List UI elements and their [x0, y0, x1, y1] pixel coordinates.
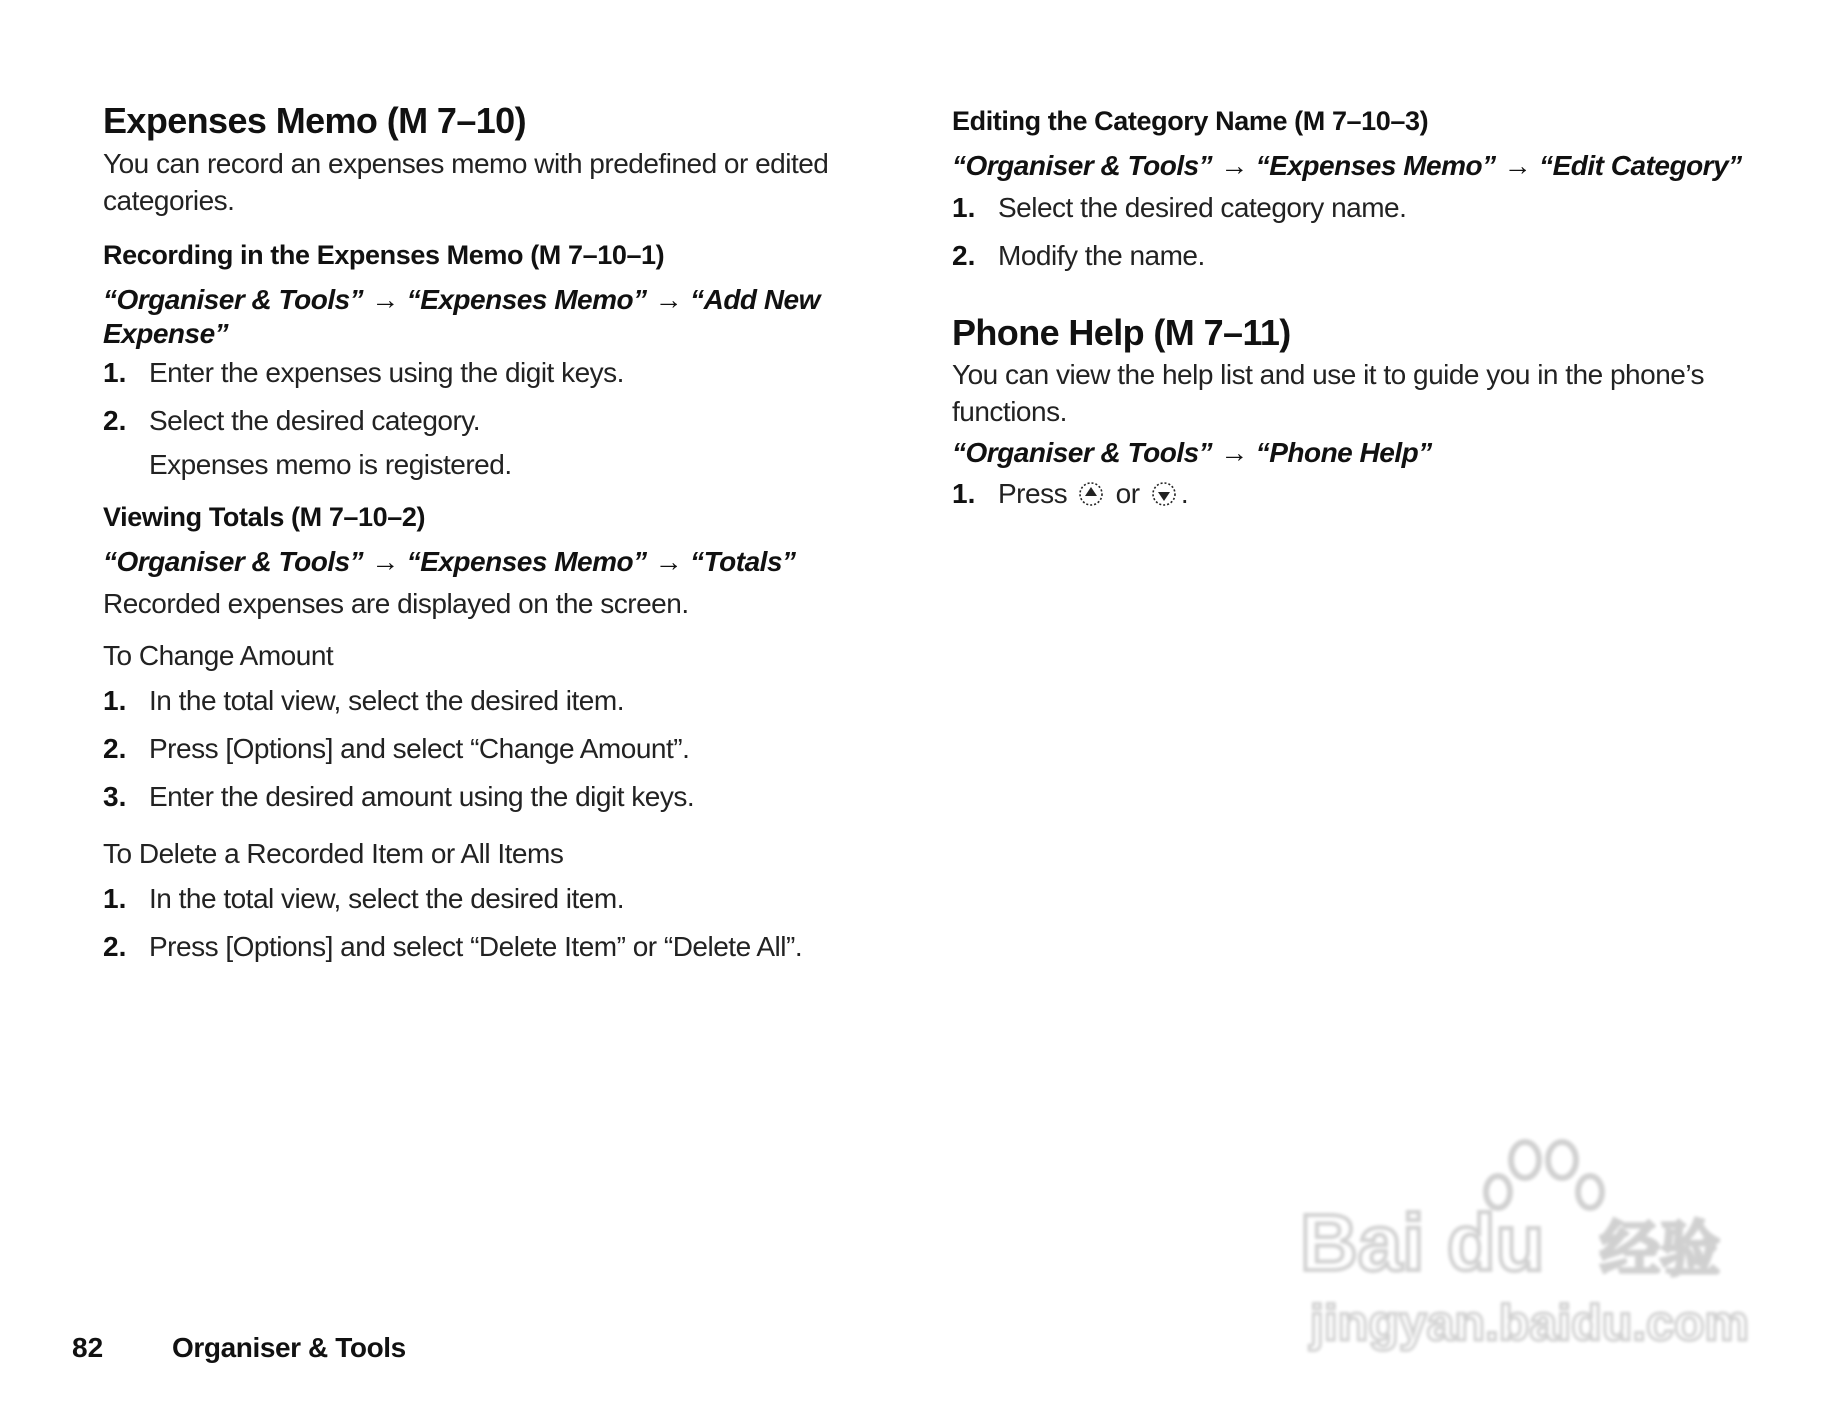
path-item: “Organiser & Tools”: [103, 546, 364, 577]
step-text: Press [Options] and select “Delete Item” or “Delete All”.: [149, 931, 803, 962]
step-number: 3.: [103, 781, 127, 812]
or-label: or: [1115, 478, 1140, 509]
step-text: Enter the expenses using the digit keys.: [149, 357, 624, 388]
menu-path-viewing: [103, 545, 796, 579]
path-item: “Add New: [690, 284, 820, 315]
path-item: “Organiser & Tools”: [952, 437, 1213, 468]
watermark-brand: Bai du: [1300, 1198, 1545, 1287]
step-text: Modify the name.: [998, 240, 1205, 271]
arrow-icon: →: [654, 284, 683, 315]
step-item: [952, 240, 1205, 272]
arrow-icon: →: [1220, 437, 1248, 468]
path-item: “Phone Help”: [1255, 437, 1432, 468]
phone-help-intro: [952, 356, 1704, 430]
menu-path-phone-help: [952, 436, 1432, 470]
step-number: 1.: [103, 883, 127, 914]
press-label: Press: [998, 478, 1068, 509]
step-item: [952, 192, 1406, 224]
step-item: [103, 733, 689, 765]
period: .: [1180, 478, 1189, 509]
section-title-phone-help: Phone Help (M 7–11): [952, 312, 1291, 353]
step-text: Select the desired category.: [149, 405, 481, 436]
footer-section-title: Organiser & Tools: [172, 1332, 406, 1363]
baidu-jingyan-watermark-logo: [1300, 1130, 1750, 1360]
step-number: 1.: [952, 478, 976, 509]
path-item: “Totals”: [690, 546, 796, 577]
step-text: Select the desired category name.: [998, 192, 1407, 223]
watermark-brand-cn: 经验: [1600, 1215, 1720, 1285]
watermark-url: jingyan.baidu.com: [1310, 1295, 1749, 1351]
step-item: [103, 931, 802, 963]
step-number: 2.: [103, 733, 127, 764]
heading-delete-items: To Delete a Recorded Item or All Items: [103, 838, 564, 869]
path-item: “Edit Category”: [1539, 150, 1742, 181]
arrow-icon: →: [371, 284, 399, 315]
step-item: [103, 883, 624, 915]
heading-recording: Recording in the Expenses Memo (M 7–10–1): [103, 240, 665, 270]
step-number: 2.: [103, 931, 127, 962]
arrow-icon: →: [1503, 150, 1532, 181]
path-item: Expense”: [103, 318, 229, 349]
step-item: [952, 478, 1188, 510]
heading-change-amount: To Change Amount: [103, 640, 334, 671]
step-result: Expenses memo is registered.: [149, 449, 512, 480]
arrow-icon: →: [654, 546, 683, 577]
arrow-icon: →: [1220, 150, 1248, 181]
step-text: Press [Options] and select “Change Amount”.: [149, 733, 690, 764]
page-number: 82: [72, 1332, 104, 1363]
step-number: 1.: [103, 685, 127, 716]
section-title-expenses-memo: Expenses Memo (M 7–10): [103, 100, 526, 141]
path-item: “Expenses Memo”: [406, 284, 647, 315]
step-text: In the total view, select the desired item.: [149, 883, 624, 914]
intro-line-2: functions.: [952, 396, 1067, 427]
heading-editing-category: Editing the Category Name (M 7–10–3): [952, 106, 1429, 136]
heading-viewing-totals: Viewing Totals (M 7–10–2): [103, 502, 426, 532]
step-number: 2.: [952, 240, 976, 271]
navigation-down-key-icon: [1151, 481, 1177, 507]
step-item: [103, 357, 624, 389]
path-item: “Expenses Memo”: [1255, 150, 1496, 181]
step-item: [103, 781, 694, 813]
step-item: [103, 685, 624, 717]
viewing-description: Recorded expenses are displayed on the screen.: [103, 588, 689, 619]
path-item: “Expenses Memo”: [406, 546, 647, 577]
intro-line-1: You can view the help list and use it to guide you in the phone’s: [952, 359, 1705, 390]
navigation-up-key-icon: [1078, 481, 1104, 507]
step-text: In the total view, select the desired item.: [149, 685, 624, 716]
menu-path-editing: [952, 149, 1742, 183]
step-text: [998, 478, 1188, 510]
step-number: 1.: [952, 192, 976, 223]
intro-line-1: You can record an expenses memo with predefined or edited: [103, 148, 829, 179]
path-item: “Organiser & Tools”: [952, 150, 1213, 181]
menu-path-recording: [103, 283, 820, 351]
path-item: “Organiser & Tools”: [103, 284, 364, 315]
step-number: 1.: [103, 357, 127, 388]
arrow-icon: →: [371, 546, 399, 577]
step-text: Enter the desired amount using the digit keys.: [149, 781, 695, 812]
step-number: 2.: [103, 405, 127, 436]
intro-line-2: categories.: [103, 185, 235, 216]
step-item: [103, 405, 480, 437]
expenses-memo-intro: [103, 145, 828, 219]
